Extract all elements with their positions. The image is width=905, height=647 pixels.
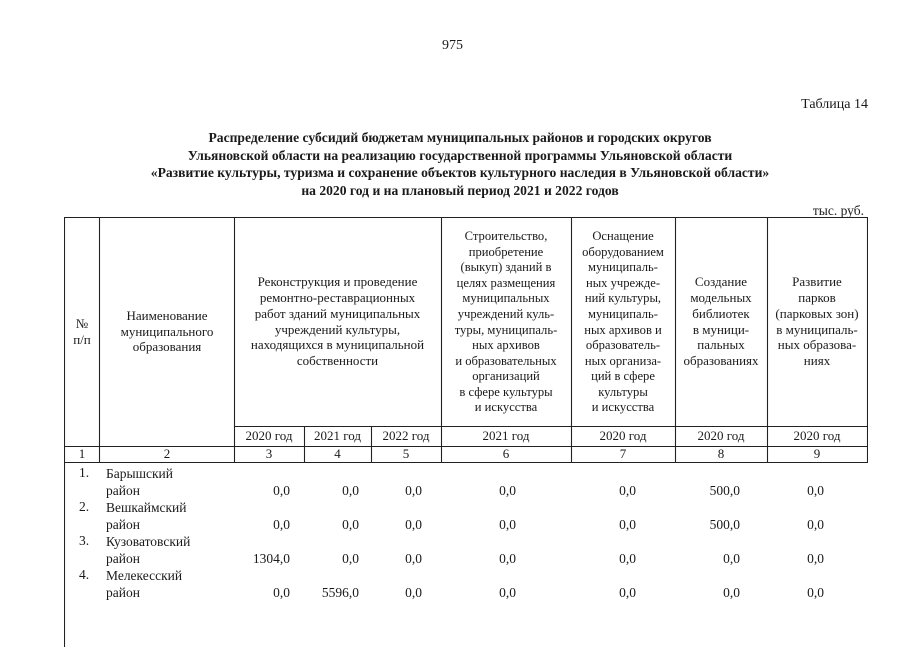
year-header xyxy=(371,426,441,446)
header-text: Реконструкция и проведение xyxy=(257,274,418,290)
header-text: ных организа- xyxy=(584,353,662,368)
header-text: в сфере культуры xyxy=(459,384,553,399)
year-text: 2022 год xyxy=(382,428,430,444)
column-number-text: 4 xyxy=(334,446,341,462)
column-number xyxy=(571,446,675,462)
year-text: 2021 год xyxy=(482,428,530,444)
header-text: ных архивов xyxy=(472,338,540,353)
header-text: (парковых зон) xyxy=(775,305,859,321)
header-text: учреждений куль- xyxy=(457,306,555,321)
value-cell: 0,0 xyxy=(499,551,516,566)
header-reconstruction xyxy=(234,217,441,426)
header-text: муниципальных xyxy=(462,291,550,306)
header-text: ций в сфере xyxy=(591,369,655,384)
header-text: приобретение xyxy=(468,244,544,259)
header-text: Наименование xyxy=(126,307,208,323)
row-name-text: район xyxy=(106,551,140,566)
row-number: 1. xyxy=(78,465,90,480)
value-cell: 0,0 xyxy=(807,517,824,532)
subsidy-table xyxy=(64,217,868,647)
unit-label: тыс. руб. xyxy=(812,203,864,218)
column-number-text: 7 xyxy=(619,446,627,462)
year-header xyxy=(441,426,571,446)
header-text: в муници- xyxy=(692,321,750,337)
row-name-text: Кузоватовский xyxy=(106,534,191,549)
header-text: в муниципаль- xyxy=(776,321,858,337)
header-text: ных образова- xyxy=(777,337,857,353)
value-cell: 0,0 xyxy=(499,517,516,532)
title-line: на 2020 год и на плановый период 2021 и 2022 годов xyxy=(301,182,619,198)
header-text: п/п xyxy=(73,331,91,347)
title-line: Распределение субсидий бюджетам муниципальных районов и городских округов xyxy=(208,130,712,145)
column-number xyxy=(675,446,767,462)
column-number xyxy=(767,446,867,462)
row-name-text: Барышский xyxy=(106,466,173,481)
year-header xyxy=(675,426,767,446)
value-cell: 0,0 xyxy=(405,585,422,600)
header-text: ремонтно-реставрационных xyxy=(259,289,416,305)
header-text: образованиях xyxy=(683,353,759,369)
value-cell: 0,0 xyxy=(619,585,636,600)
header-text: муниципаль- xyxy=(588,260,658,275)
column-number xyxy=(234,446,304,462)
value-cell: 0,0 xyxy=(273,517,290,532)
column-number-text: 3 xyxy=(265,446,273,462)
header-text: библиотек xyxy=(692,305,750,321)
row-name xyxy=(106,465,173,499)
header-text: № xyxy=(75,315,89,331)
header-text: образования xyxy=(132,339,202,355)
row-name-text: район xyxy=(106,517,140,532)
column-number xyxy=(441,446,571,462)
column-number-text: 8 xyxy=(717,446,725,462)
year-header xyxy=(304,426,371,446)
year-header xyxy=(767,426,867,446)
title-line: «Развитие культуры, туризма и сохранение объектов культурного наследия в Ульяновской области» xyxy=(150,165,770,180)
header-libraries xyxy=(675,217,767,426)
value-cell: 500,0 xyxy=(709,483,740,498)
row-name xyxy=(106,567,182,601)
row-number: 2. xyxy=(78,499,90,514)
year-text: 2020 год xyxy=(697,428,745,444)
header-text: парков xyxy=(798,289,836,305)
value-cell: 0,0 xyxy=(342,517,359,532)
header-text: пальных xyxy=(697,337,745,353)
header-text: Развитие xyxy=(792,274,842,290)
value-cell: 0,0 xyxy=(342,483,359,498)
header-text: и искусства xyxy=(474,400,538,415)
column-number xyxy=(304,446,371,462)
title-line: Ульяновской области на реализацию государственной программы Ульяновской области xyxy=(187,147,733,163)
value-cell: 0,0 xyxy=(405,483,422,498)
page-number: 975 xyxy=(442,38,463,53)
document-title xyxy=(60,129,860,199)
column-number-text: 6 xyxy=(502,446,510,462)
header-name xyxy=(100,217,234,446)
column-number xyxy=(371,446,441,462)
header-text: и искусства xyxy=(591,400,655,415)
header-text: организаций xyxy=(472,369,540,384)
column-number-text: 2 xyxy=(163,446,171,462)
value-cell: 1304,0 xyxy=(252,551,290,566)
header-text: находящихся в муниципальной xyxy=(250,337,425,353)
year-text: 2020 год xyxy=(793,428,841,444)
year-text: 2020 год xyxy=(599,428,647,444)
header-text: образователь- xyxy=(585,338,661,353)
header-equipment xyxy=(571,219,675,426)
value-cell: 0,0 xyxy=(273,585,290,600)
year-text: 2020 год xyxy=(245,428,293,444)
row-name xyxy=(106,533,190,567)
header-text: муниципаль- xyxy=(588,306,658,321)
header-number xyxy=(64,217,100,446)
header-text: работ зданий муниципальных xyxy=(254,305,421,321)
value-cell: 0,0 xyxy=(619,517,636,532)
year-header xyxy=(234,426,304,446)
value-cell: 0,0 xyxy=(619,483,636,498)
header-text: ных архивов и xyxy=(584,322,662,337)
header-text: целях размещения xyxy=(456,275,556,290)
header-text: (выкуп) зданий в xyxy=(460,260,552,275)
value-cell: 0,0 xyxy=(405,517,422,532)
row-name-text: район xyxy=(106,585,140,600)
column-number-text: 5 xyxy=(402,446,410,462)
header-text: учреждений культуры, xyxy=(274,321,401,337)
column-number-text: 1 xyxy=(78,446,86,462)
year-text: 2021 год xyxy=(314,428,361,444)
header-text: культуры xyxy=(598,384,648,399)
table-label: Таблица 14 xyxy=(801,97,868,112)
value-cell: 0,0 xyxy=(807,551,824,566)
row-name-text: район xyxy=(106,483,140,498)
year-header xyxy=(571,426,675,446)
header-text: Строительство, xyxy=(464,228,548,243)
value-cell: 0,0 xyxy=(723,585,740,600)
header-text: модельных xyxy=(690,289,752,305)
row-name xyxy=(106,499,187,533)
value-cell: 5596,0 xyxy=(321,585,359,600)
row-number: 3. xyxy=(78,533,90,548)
column-number-text: 9 xyxy=(813,446,821,462)
header-text: и образовательных xyxy=(455,353,557,368)
value-cell: 0,0 xyxy=(342,551,359,566)
header-text: оборудованием xyxy=(582,244,664,259)
value-cell: 0,0 xyxy=(807,585,824,600)
row-number: 4. xyxy=(78,567,90,582)
value-cell: 0,0 xyxy=(499,483,516,498)
column-number xyxy=(100,446,234,462)
header-text: туры, муниципаль- xyxy=(454,322,558,337)
value-cell: 500,0 xyxy=(709,517,740,532)
row-name-text: Мелекесский xyxy=(106,568,183,583)
value-cell: 0,0 xyxy=(405,551,422,566)
column-number xyxy=(64,446,100,462)
value-cell: 0,0 xyxy=(499,585,516,600)
header-text: Оснащение xyxy=(592,228,654,243)
header-text: ниях xyxy=(803,353,831,369)
value-cell: 0,0 xyxy=(273,483,290,498)
header-text: ний культуры, xyxy=(584,291,662,306)
value-cell: 0,0 xyxy=(723,551,740,566)
header-text: Создание xyxy=(694,274,748,290)
value-cell: 0,0 xyxy=(807,483,824,498)
header-construction xyxy=(441,219,571,426)
header-parks xyxy=(767,217,867,426)
header-text: ных учрежде- xyxy=(585,275,661,290)
header-text: собственности xyxy=(296,353,379,369)
header-text: муниципального xyxy=(120,323,214,339)
row-name-text: Вешкаймский xyxy=(106,500,187,515)
value-cell: 0,0 xyxy=(619,551,636,566)
